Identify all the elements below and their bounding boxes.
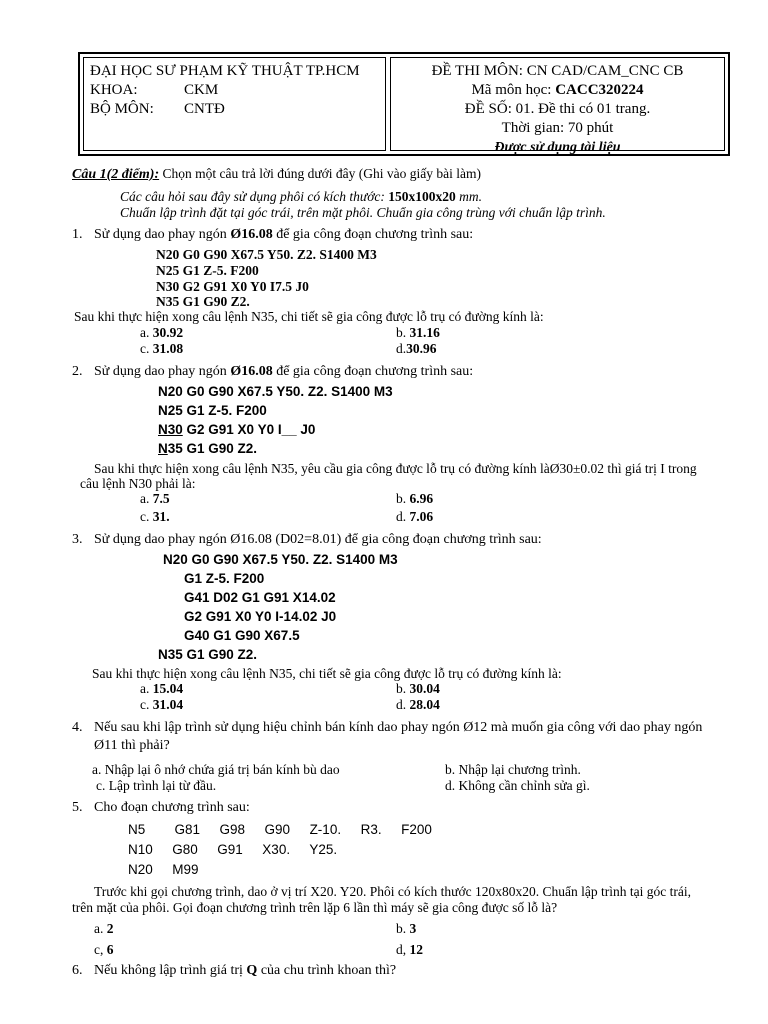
q5-option-a: a. 2	[94, 921, 114, 936]
q1-option-d: d.30.96	[396, 341, 437, 356]
q3-option-c: c. 31.04	[140, 697, 184, 712]
q2-code-line-1: N20 G0 G90 X67.5 Y50. Z2. S1400 M3	[158, 384, 393, 399]
q3-option-a: a. 15.04	[140, 681, 184, 696]
section-note-1: Các câu hỏi sau đây sử dụng phôi có kích thước: 150x100x20 mm.	[120, 189, 483, 204]
q2-question-line-2: câu lệnh N30 phải là:	[80, 476, 196, 491]
faculty-value: CKM	[184, 82, 219, 98]
q2-code-line-4: N35 G1 G90 Z2.	[158, 441, 258, 456]
q5-option-c: c, 6	[94, 942, 114, 957]
q5-code-line-3: N20 M99	[128, 862, 199, 877]
question-4-text-line-1: Nếu sau khi lập trình sử dụng hiệu chỉnh bán kính dao phay ngón Ø12 mà muốn gia công với dao phay ngón	[94, 720, 703, 735]
q1-option-c: c. 31.08	[140, 341, 184, 356]
q5-question-line-1: Trước khi gọi chương trình, dao ở vị trí X20. Y20. Phôi có kích thước 120x80x20. Chuẩn lập trình tại góc trái,	[94, 884, 691, 899]
department-value: CNTĐ	[184, 101, 225, 117]
header-left-cell	[83, 57, 386, 151]
header-right-cell	[390, 57, 725, 155]
q4-option-c: c. Lập trình lại từ đầu.	[96, 778, 217, 793]
question-2-text: Sử dụng dao phay ngón Ø16.08 để gia công đoạn chương trình sau:	[94, 364, 474, 379]
question-6-text: Nếu không lập trình giá trị Q của chu trình khoan thì?	[94, 963, 397, 978]
q2-question-line-1: Sau khi thực hiện xong câu lệnh N35, yêu cầu gia công được lỗ trụ có đường kính làØ30±0.02 thì giá trị I trong	[94, 461, 697, 476]
q4-option-a: a. Nhập lại ô nhớ chứa giá trị bán kính bù dao	[92, 762, 340, 777]
question-4-text-line-2: Ø11 thì phải?	[94, 738, 170, 753]
q2-code-line-3: N30 G2 G91 X0 Y0 I__ J0	[158, 422, 316, 437]
section-note-2: Chuẩn lập trình đặt tại góc trái, trên mặt phôi. Chuẩn gia công trùng với chuẩn lập trình.	[120, 205, 606, 220]
q3-code-line-2: G1 Z-5. F200	[184, 571, 265, 586]
materials-allowed: Được sử dụng tài liệu	[494, 140, 621, 155]
q3-code-line-3: G41 D02 G1 G91 X14.02	[184, 590, 336, 605]
q1-code-line-1: N20 G0 G90 X67.5 Y50. Z2. S1400 M3	[156, 247, 377, 262]
course-code: Mã môn học: CACC320224	[471, 82, 644, 98]
q3-code-line-1: N20 G0 G90 X67.5 Y50. Z2. S1400 M3	[163, 552, 398, 567]
q1-code-line-4: N35 G1 G90 Z2.	[156, 294, 250, 309]
question-6-number: 6.	[72, 963, 83, 978]
q3-code-line-5: G40 G1 G90 X67.5	[184, 628, 300, 643]
q3-code-line-6: N35 G1 G90 Z2.	[158, 647, 258, 662]
question-2-number: 2.	[72, 364, 83, 379]
q5-option-b: b. 3	[396, 921, 417, 936]
q4-option-d: d. Không cần chỉnh sửa gì.	[445, 778, 590, 793]
course-code-value: CACC320224	[555, 82, 644, 98]
q1-option-a: a. 30.92	[140, 325, 184, 340]
exam-header	[78, 52, 730, 156]
q3-code-line-4: G2 G91 X0 Y0 I-14.02 J0	[184, 609, 337, 624]
q1-question: Sau khi thực hiện xong câu lệnh N35, chi tiết sẽ gia công được lỗ trụ có đường kính là:	[74, 309, 544, 324]
section-instruction: Chọn một câu trả lời đúng dưới đây (Ghi vào giấy bài làm)	[159, 166, 482, 181]
question-5-number: 5.	[72, 800, 83, 815]
q1-code-line-3: N30 G2 G91 X0 Y0 I7.5 J0	[156, 279, 309, 294]
q5-question-line-2: trên mặt của phôi. Gọi đoạn chương trình trên lặp 6 lần thì máy sẽ gia công được số lỗ là?	[72, 900, 558, 915]
question-1-text: Sử dụng dao phay ngón Ø16.08 để gia công đoạn chương trình sau:	[94, 227, 474, 242]
q1-code-line-2: N25 G1 Z-5. F200	[156, 263, 259, 278]
q2-option-c: c. 31.	[140, 509, 170, 524]
q1-option-b: b. 31.16	[396, 325, 440, 340]
q2-code-line-2: N25 G1 Z-5. F200	[158, 403, 267, 418]
question-1-number: 1.	[72, 227, 83, 242]
q3-option-b: b. 30.04	[396, 681, 440, 696]
exam-number: ĐỀ SỐ: 01. Đề thi có 01 trang.	[464, 101, 651, 117]
q2-option-d: d. 7.06	[396, 509, 434, 524]
q5-code-line-1: N5 G81 G98 G90 Z-10. R3. F200	[128, 822, 432, 837]
exam-title: ĐỀ THI MÔN: CN CAD/CAM_CNC CB	[431, 63, 684, 79]
faculty-label: KHOA:	[90, 82, 138, 98]
university-name: ĐẠI HỌC SƯ PHẠM KỸ THUẬT TP.HCM	[90, 63, 360, 79]
section-heading	[72, 166, 481, 183]
q2-option-b: b. 6.96	[396, 491, 434, 506]
q5-code-line-2: N10 G80 G91 X30. Y25.	[128, 842, 338, 857]
question-5-text: Cho đoạn chương trình sau:	[94, 800, 250, 815]
question-4-number: 4.	[72, 720, 83, 735]
q3-option-d: d. 28.04	[396, 697, 440, 712]
question-3-text: Sử dụng dao phay ngón Ø16.08 (D02=8.01) để gia công đoạn chương trình sau:	[94, 532, 542, 547]
section-title: Câu 1(2 điểm):	[72, 167, 160, 182]
question-3-number: 3.	[72, 532, 83, 547]
q2-option-a: a. 7.5	[140, 491, 170, 506]
q3-question: Sau khi thực hiện xong câu lệnh N35, chi tiết sẽ gia công được lỗ trụ có đường kính là:	[92, 666, 562, 681]
department-label: BỘ MÔN:	[90, 101, 154, 117]
exam-time: Thời gian: 70 phút	[501, 120, 614, 136]
q5-option-d: d, 12	[396, 942, 423, 957]
q4-option-b: b. Nhập lại chương trình.	[445, 762, 581, 777]
